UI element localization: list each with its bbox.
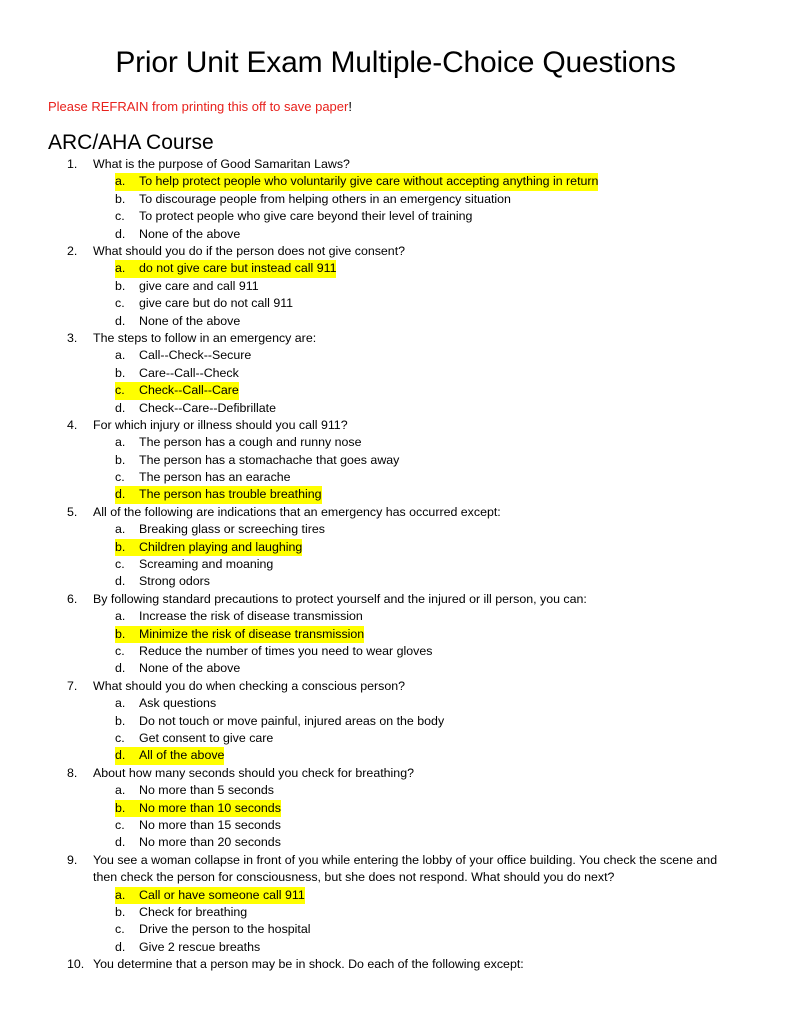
answer-option (0, 173, 791, 190)
option-letter: d. (115, 226, 126, 241)
question-item (0, 591, 791, 678)
option-letter: c. (115, 922, 125, 937)
question-text: What is the purpose of Good Samaritan Laws? (93, 157, 350, 171)
option-letter: b. (115, 365, 126, 380)
option-letter: b. (115, 539, 126, 554)
question-number: 5. (67, 504, 78, 519)
question-row (0, 330, 791, 347)
option-letter: c. (115, 817, 125, 832)
option-text: Do not touch or move painful, injured areas on the body (139, 713, 445, 728)
option-text: None of the above (139, 661, 241, 676)
option-letter: d. (115, 661, 126, 676)
question-item (0, 504, 791, 591)
question-row (0, 156, 791, 173)
answer-option (0, 626, 791, 643)
option-text: Increase the risk of disease transmission (139, 609, 363, 624)
answer-option (0, 573, 791, 590)
question-row (0, 765, 791, 782)
answer-option (0, 834, 791, 851)
option-letter: a. (115, 783, 126, 798)
option-text: Breaking glass or screeching tires (139, 522, 325, 537)
answer-option-line (115, 834, 281, 851)
question-text: All of the following are indications that an emergency has occurred except: (93, 504, 501, 519)
option-text: Give 2 rescue breaths (139, 939, 261, 954)
question-row (0, 504, 791, 521)
answer-option (0, 434, 791, 451)
option-letter: b. (115, 800, 126, 815)
option-letter: b. (115, 713, 126, 728)
option-letter: b. (115, 278, 126, 293)
section-heading: ARC/AHA Course (48, 131, 214, 154)
correct-answer-highlight (115, 260, 336, 277)
option-text: give care and call 911 (139, 278, 259, 293)
answer-option-line (115, 713, 444, 730)
answer-option-line (115, 208, 472, 225)
option-letter: a. (115, 348, 126, 363)
question-row (0, 417, 791, 434)
question-text: What should you do when checking a conscious person? (93, 678, 406, 693)
option-letter: c. (115, 644, 125, 659)
question-text: You see a woman collapse in front of you while entering the lobby of your office building. You check the scene and then check the person for consciousness, but she does not respond. What should you do next? (93, 852, 718, 885)
option-letter: a. (115, 174, 126, 189)
option-text: No more than 20 seconds (139, 835, 281, 850)
answer-option (0, 539, 791, 556)
option-text: Minimize the risk of disease transmission (139, 626, 365, 641)
answer-option (0, 486, 791, 503)
answer-option-line (115, 452, 399, 469)
option-text: Check--Call--Care (139, 383, 239, 398)
answer-option (0, 660, 791, 677)
answer-option-line (115, 556, 273, 573)
print-notice (48, 99, 352, 114)
answer-option (0, 260, 791, 277)
option-text: Get consent to give care (139, 731, 274, 745)
question-row (0, 243, 791, 260)
answer-option-line (115, 939, 260, 956)
answer-option (0, 295, 791, 312)
answer-option-line (115, 295, 293, 312)
answer-option (0, 382, 791, 399)
option-text: Ask questions (139, 696, 217, 711)
option-text: No more than 5 seconds (139, 783, 274, 798)
answer-option-line (115, 365, 239, 382)
question-number: 7. (67, 678, 78, 693)
question-number: 2. (67, 243, 78, 258)
answer-option (0, 695, 791, 712)
question-number: 6. (67, 591, 78, 606)
correct-answer-highlight (115, 800, 281, 817)
option-text: Care--Call--Check (139, 365, 239, 380)
answer-option-line (115, 347, 251, 364)
option-letter: a. (115, 609, 126, 624)
option-letter: c. (115, 209, 125, 224)
answer-option (0, 608, 791, 625)
option-letter: a. (115, 261, 126, 276)
answer-option-line (115, 643, 432, 660)
question-item (0, 765, 791, 852)
answer-option-line (115, 313, 240, 330)
question-item (0, 852, 791, 956)
question-text: By following standard precautions to protect yourself and the injured or ill person, you can: (93, 591, 587, 606)
option-letter: d. (115, 313, 126, 328)
answer-option-line (115, 608, 363, 625)
question-item (0, 417, 791, 504)
answer-option (0, 730, 791, 747)
answer-option (0, 452, 791, 469)
question-number: 10. (67, 957, 85, 972)
question-item (0, 243, 791, 330)
option-letter: d. (115, 939, 126, 954)
option-letter: a. (115, 887, 126, 902)
option-letter: c. (115, 731, 125, 745)
option-text: No more than 10 seconds (139, 800, 281, 815)
question-text: For which injury or illness should you call 911? (93, 417, 348, 432)
question-item (0, 330, 791, 417)
answer-option-line (115, 469, 291, 486)
option-text: Reduce the number of times you need to wear gloves (139, 644, 433, 659)
option-text: Check for breathing (139, 904, 248, 919)
answer-option (0, 921, 791, 938)
answer-option (0, 800, 791, 817)
answer-option-line (115, 904, 247, 921)
answer-option (0, 313, 791, 330)
answer-option (0, 208, 791, 225)
answer-option (0, 904, 791, 921)
option-letter: d. (115, 400, 126, 415)
option-text: To protect people who give care beyond their level of training (139, 209, 473, 224)
answer-option (0, 782, 791, 799)
option-letter: d. (115, 487, 126, 502)
option-text: do not give care but instead call 911 (139, 261, 337, 276)
option-text: To help protect people who voluntarily give care without accepting anything in return (139, 174, 599, 189)
answer-option (0, 226, 791, 243)
option-text: Check--Care--Defibrillate (139, 400, 277, 415)
option-letter: d. (115, 574, 126, 589)
option-letter: c. (115, 557, 125, 572)
answer-option (0, 713, 791, 730)
option-text: Screaming and moaning (139, 557, 274, 572)
answer-option-line (115, 226, 240, 243)
correct-answer-highlight (115, 747, 224, 764)
option-letter: a. (115, 522, 126, 537)
answer-option-line (115, 921, 311, 938)
answer-option-line (115, 521, 325, 538)
question-number: 8. (67, 765, 78, 780)
answer-option (0, 278, 791, 295)
answer-option (0, 747, 791, 764)
question-item (0, 678, 791, 765)
answer-option (0, 939, 791, 956)
correct-answer-highlight (115, 626, 364, 643)
option-text: Strong odors (139, 574, 210, 589)
question-item (0, 956, 791, 973)
print-notice-text: Please REFRAIN from printing this off to save paper (48, 99, 349, 114)
option-letter: a. (115, 435, 126, 450)
option-text: Call--Check--Secure (139, 348, 252, 363)
option-letter: d. (115, 748, 126, 763)
answer-option-line (115, 400, 276, 417)
option-text: The person has a cough and runny nose (139, 435, 362, 450)
answer-option-line (115, 695, 216, 712)
question-text: The steps to follow in an emergency are: (93, 330, 317, 345)
question-row (0, 956, 791, 973)
answer-option (0, 365, 791, 382)
option-letter: b. (115, 191, 126, 206)
question-number: 1. (67, 157, 78, 171)
question-row (0, 852, 791, 887)
option-text: Children playing and laughing (139, 539, 303, 554)
option-text: give care but do not call 911 (139, 296, 294, 311)
option-text: No more than 15 seconds (139, 817, 281, 832)
correct-answer-highlight (115, 539, 302, 556)
option-text: The person has a stomachache that goes away (139, 452, 400, 467)
answer-option (0, 887, 791, 904)
answer-option (0, 347, 791, 364)
option-text: The person has an earache (139, 470, 291, 485)
question-list (0, 156, 791, 974)
answer-option (0, 521, 791, 538)
answer-option-line (115, 434, 362, 451)
option-letter: b. (115, 452, 126, 467)
option-text: Call or have someone call 911 (139, 887, 305, 902)
option-letter: a. (115, 696, 126, 711)
option-letter: c. (115, 383, 125, 398)
option-text: To discourage people from helping others in an emergency situation (139, 191, 511, 206)
option-text: All of the above (139, 748, 225, 763)
correct-answer-highlight (115, 887, 305, 904)
answer-option-line (115, 191, 511, 208)
correct-answer-highlight (115, 382, 239, 399)
question-row (0, 678, 791, 695)
option-text: None of the above (139, 313, 241, 328)
correct-answer-highlight (115, 486, 322, 503)
option-letter: d. (115, 835, 126, 850)
option-text: Drive the person to the hospital (139, 922, 311, 937)
answer-option-line (115, 782, 274, 799)
answer-option-line (115, 730, 273, 747)
option-text: None of the above (139, 226, 241, 241)
page-title: Prior Unit Exam Multiple-Choice Questions (115, 46, 676, 79)
question-text: What should you do if the person does not give consent? (93, 243, 406, 258)
question-text: You determine that a person may be in shock. Do each of the following except: (93, 957, 524, 972)
option-letter: b. (115, 904, 126, 919)
answer-option (0, 191, 791, 208)
print-notice-exclamation: ! (348, 99, 352, 114)
answer-option (0, 469, 791, 486)
question-number: 9. (67, 852, 78, 867)
question-number: 3. (67, 330, 78, 345)
answer-option (0, 643, 791, 660)
question-row (0, 591, 791, 608)
question-text: About how many seconds should you check for breathing? (93, 765, 414, 780)
option-letter: c. (115, 470, 125, 485)
option-letter: c. (115, 296, 125, 311)
answer-option-line (115, 573, 210, 590)
answer-option (0, 556, 791, 573)
answer-option-line (115, 817, 281, 834)
question-number: 4. (67, 417, 78, 432)
question-item (0, 156, 791, 243)
answer-option (0, 400, 791, 417)
option-text: The person has trouble breathing (139, 487, 322, 502)
option-letter: b. (115, 626, 126, 641)
answer-option (0, 817, 791, 834)
correct-answer-highlight (115, 173, 598, 190)
answer-option-line (115, 278, 259, 295)
answer-option-line (115, 660, 240, 677)
